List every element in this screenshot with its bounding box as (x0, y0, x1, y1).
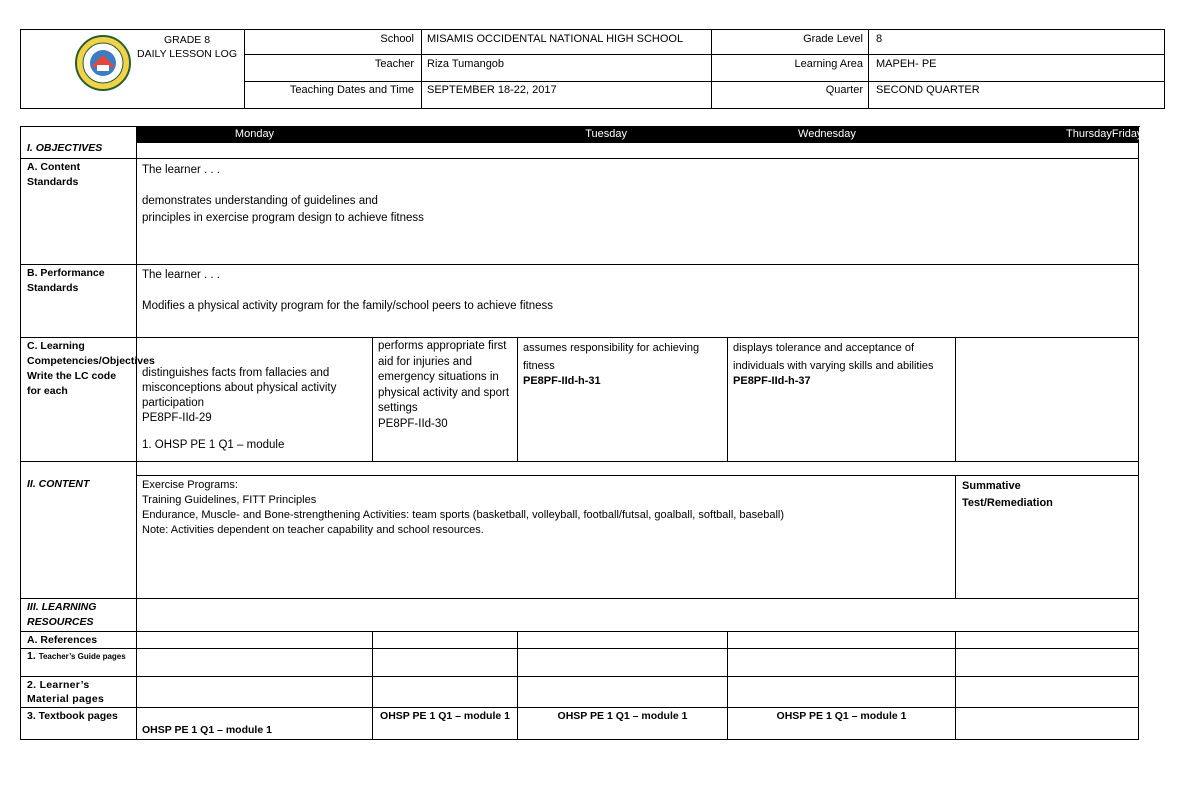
textbook-label: 3. Textbook pages (21, 708, 137, 740)
header-divider (244, 30, 245, 108)
content-line2: Training Guidelines, FITT Principles (142, 494, 317, 506)
daily-lesson-log-title: DAILY LESSON LOG (137, 48, 237, 60)
references-friday (956, 632, 1139, 649)
learners-material-friday (956, 677, 1139, 708)
learners-material-monday (137, 677, 373, 708)
days-header-row (21, 127, 1139, 143)
school-seal-logo (73, 33, 133, 93)
competency-wednesday-code: PE8PF-IId-h-31 (523, 375, 601, 387)
learners-material-text: Learner’s Material pages (27, 679, 105, 705)
textbook-wednesday: OHSP PE 1 Q1 – module 1 (518, 708, 728, 740)
header-divider (421, 30, 422, 108)
header-row-line (244, 81, 1164, 82)
grade-title: GRADE 8 (163, 34, 211, 46)
lesson-log-table (20, 126, 1143, 740)
references-thursday (728, 632, 956, 649)
spacer-cell (137, 143, 1139, 159)
content-cell (137, 476, 956, 599)
textbook-friday (956, 708, 1139, 740)
learners-material-row (21, 677, 1139, 708)
learners-material-wednesday (518, 677, 728, 708)
resources-heading-row (21, 599, 1139, 632)
learning-area-value: MAPEH- PE (876, 58, 937, 70)
content-line1: Exercise Programs: (142, 479, 238, 491)
teachers-guide-row (21, 649, 1139, 677)
performance-standards-row (21, 265, 1139, 338)
spacer-cell (21, 462, 137, 476)
resources-heading: III. LEARNING RESOURCES (21, 599, 137, 632)
teachers-guide-text: Teacher’s Guide pages (38, 652, 126, 661)
learners-material-tuesday (373, 677, 518, 708)
header-row-line (244, 54, 1164, 55)
content-friday: Summative Test/Remediation (956, 476, 1139, 599)
learners-material-label (21, 677, 137, 708)
references-tuesday (373, 632, 518, 649)
teachers-guide-friday (956, 649, 1139, 677)
content-standards-intro: The learner . . . (142, 164, 220, 176)
header-divider (711, 30, 712, 108)
spacer-row (21, 462, 1139, 476)
grade-level-label: Grade Level (803, 33, 863, 45)
content-standards-cell (137, 159, 1139, 265)
competency-tuesday-text: performs appropriate first aid for injuries and emergency situations in physical activity and sport settings (378, 340, 510, 414)
objectives-heading: I. OBJECTIVES (21, 127, 137, 159)
header-divider (868, 30, 869, 108)
teachers-guide-label (21, 649, 137, 677)
references-wednesday (518, 632, 728, 649)
day-tuesday: Tuesday (373, 127, 728, 143)
references-row (21, 632, 1139, 649)
competency-thursday-code: PE8PF-IId-h-37 (733, 375, 811, 387)
textbook-row (21, 708, 1139, 740)
day-wednesday: Wednesday (728, 127, 956, 143)
spacer-cell (137, 462, 1139, 476)
content-line3: Endurance, Muscle- and Bone-strengthening Activities: team sports (basketball, volleyball, football/futsal, goalball, softball, baseball) (142, 509, 785, 521)
competency-monday-code: PE8PF-IId-29 (142, 412, 212, 424)
content-standards-line1: demonstrates understanding of guidelines and (142, 195, 378, 207)
references-monday (137, 632, 373, 649)
competencies-row (21, 338, 1139, 462)
teachers-guide-tuesday (373, 649, 518, 677)
day-thursday: Thursday (1066, 128, 1112, 140)
resources-heading-cell (137, 599, 1139, 632)
competency-wednesday-text: assumes responsibility for achieving fitness (523, 342, 700, 372)
grade-title-block (131, 33, 243, 61)
content-heading: II. CONTENT (21, 476, 137, 599)
teaching-dates-label: Teaching Dates and Time (289, 84, 414, 96)
learning-area-label: Learning Area (794, 58, 863, 70)
competency-thursday (728, 338, 956, 462)
teachers-guide-thursday (728, 649, 956, 677)
teacher-value: Riza Tumangob (427, 58, 505, 70)
quarter-value: SECOND QUARTER (876, 84, 980, 96)
school-value: MISAMIS OCCIDENTAL NATIONAL HIGH SCHOOL (427, 33, 684, 45)
content-standards-label: A. Content Standards (21, 159, 137, 265)
competency-tuesday (373, 338, 518, 462)
grade-level-value: 8 (876, 33, 883, 45)
competency-monday (137, 338, 373, 462)
header-box (20, 29, 1165, 109)
content-standards-line2: principles in exercise program design to achieve fitness (142, 212, 424, 224)
content-row (21, 476, 1139, 599)
competency-monday-note: 1. OHSP PE 1 Q1 – module (142, 439, 285, 451)
competency-monday-text: distinguishes facts from fallacies and misconceptions about physical activity participation (142, 367, 337, 409)
quarter-label: Quarter (825, 84, 863, 96)
competency-tuesday-code: PE8PF-IId-30 (378, 417, 448, 430)
textbook-tuesday: OHSP PE 1 Q1 – module 1 (373, 708, 518, 740)
textbook-thursday: OHSP PE 1 Q1 – module 1 (728, 708, 956, 740)
day-friday: Friday (1111, 128, 1143, 140)
content-line4: Note: Activities dependent on teacher capability and school resources. (142, 524, 484, 536)
competency-thursday-text: displays tolerance and acceptance of individuals with varying skills and abilities (733, 342, 934, 372)
learners-material-num: 2. (27, 679, 37, 691)
teacher-label: Teacher (374, 58, 414, 70)
performance-standards-label: B. Performance Standards (21, 265, 137, 338)
performance-standards-text: Modifies a physical activity program for the family/school peers to achieve fitness (142, 300, 553, 312)
teachers-guide-num: 1. (27, 650, 36, 662)
references-label: A. References (21, 632, 137, 649)
teachers-guide-monday (137, 649, 373, 677)
school-label: School (380, 33, 414, 45)
teachers-guide-wednesday (518, 649, 728, 677)
competency-friday (956, 338, 1139, 462)
textbook-monday: OHSP PE 1 Q1 – module 1 (137, 708, 373, 740)
content-standards-row (21, 159, 1139, 265)
learners-material-thursday (728, 677, 956, 708)
performance-standards-cell (137, 265, 1139, 338)
teaching-dates-value: SEPTEMBER 18-22, 2017 (427, 84, 557, 96)
competencies-label: C. Learning Competencies/Objectives Write the LC code for each (21, 338, 137, 462)
performance-standards-intro: The learner . . . (142, 269, 220, 281)
spacer-row (21, 143, 1139, 159)
day-monday: Monday (137, 127, 373, 143)
competency-wednesday (518, 338, 728, 462)
